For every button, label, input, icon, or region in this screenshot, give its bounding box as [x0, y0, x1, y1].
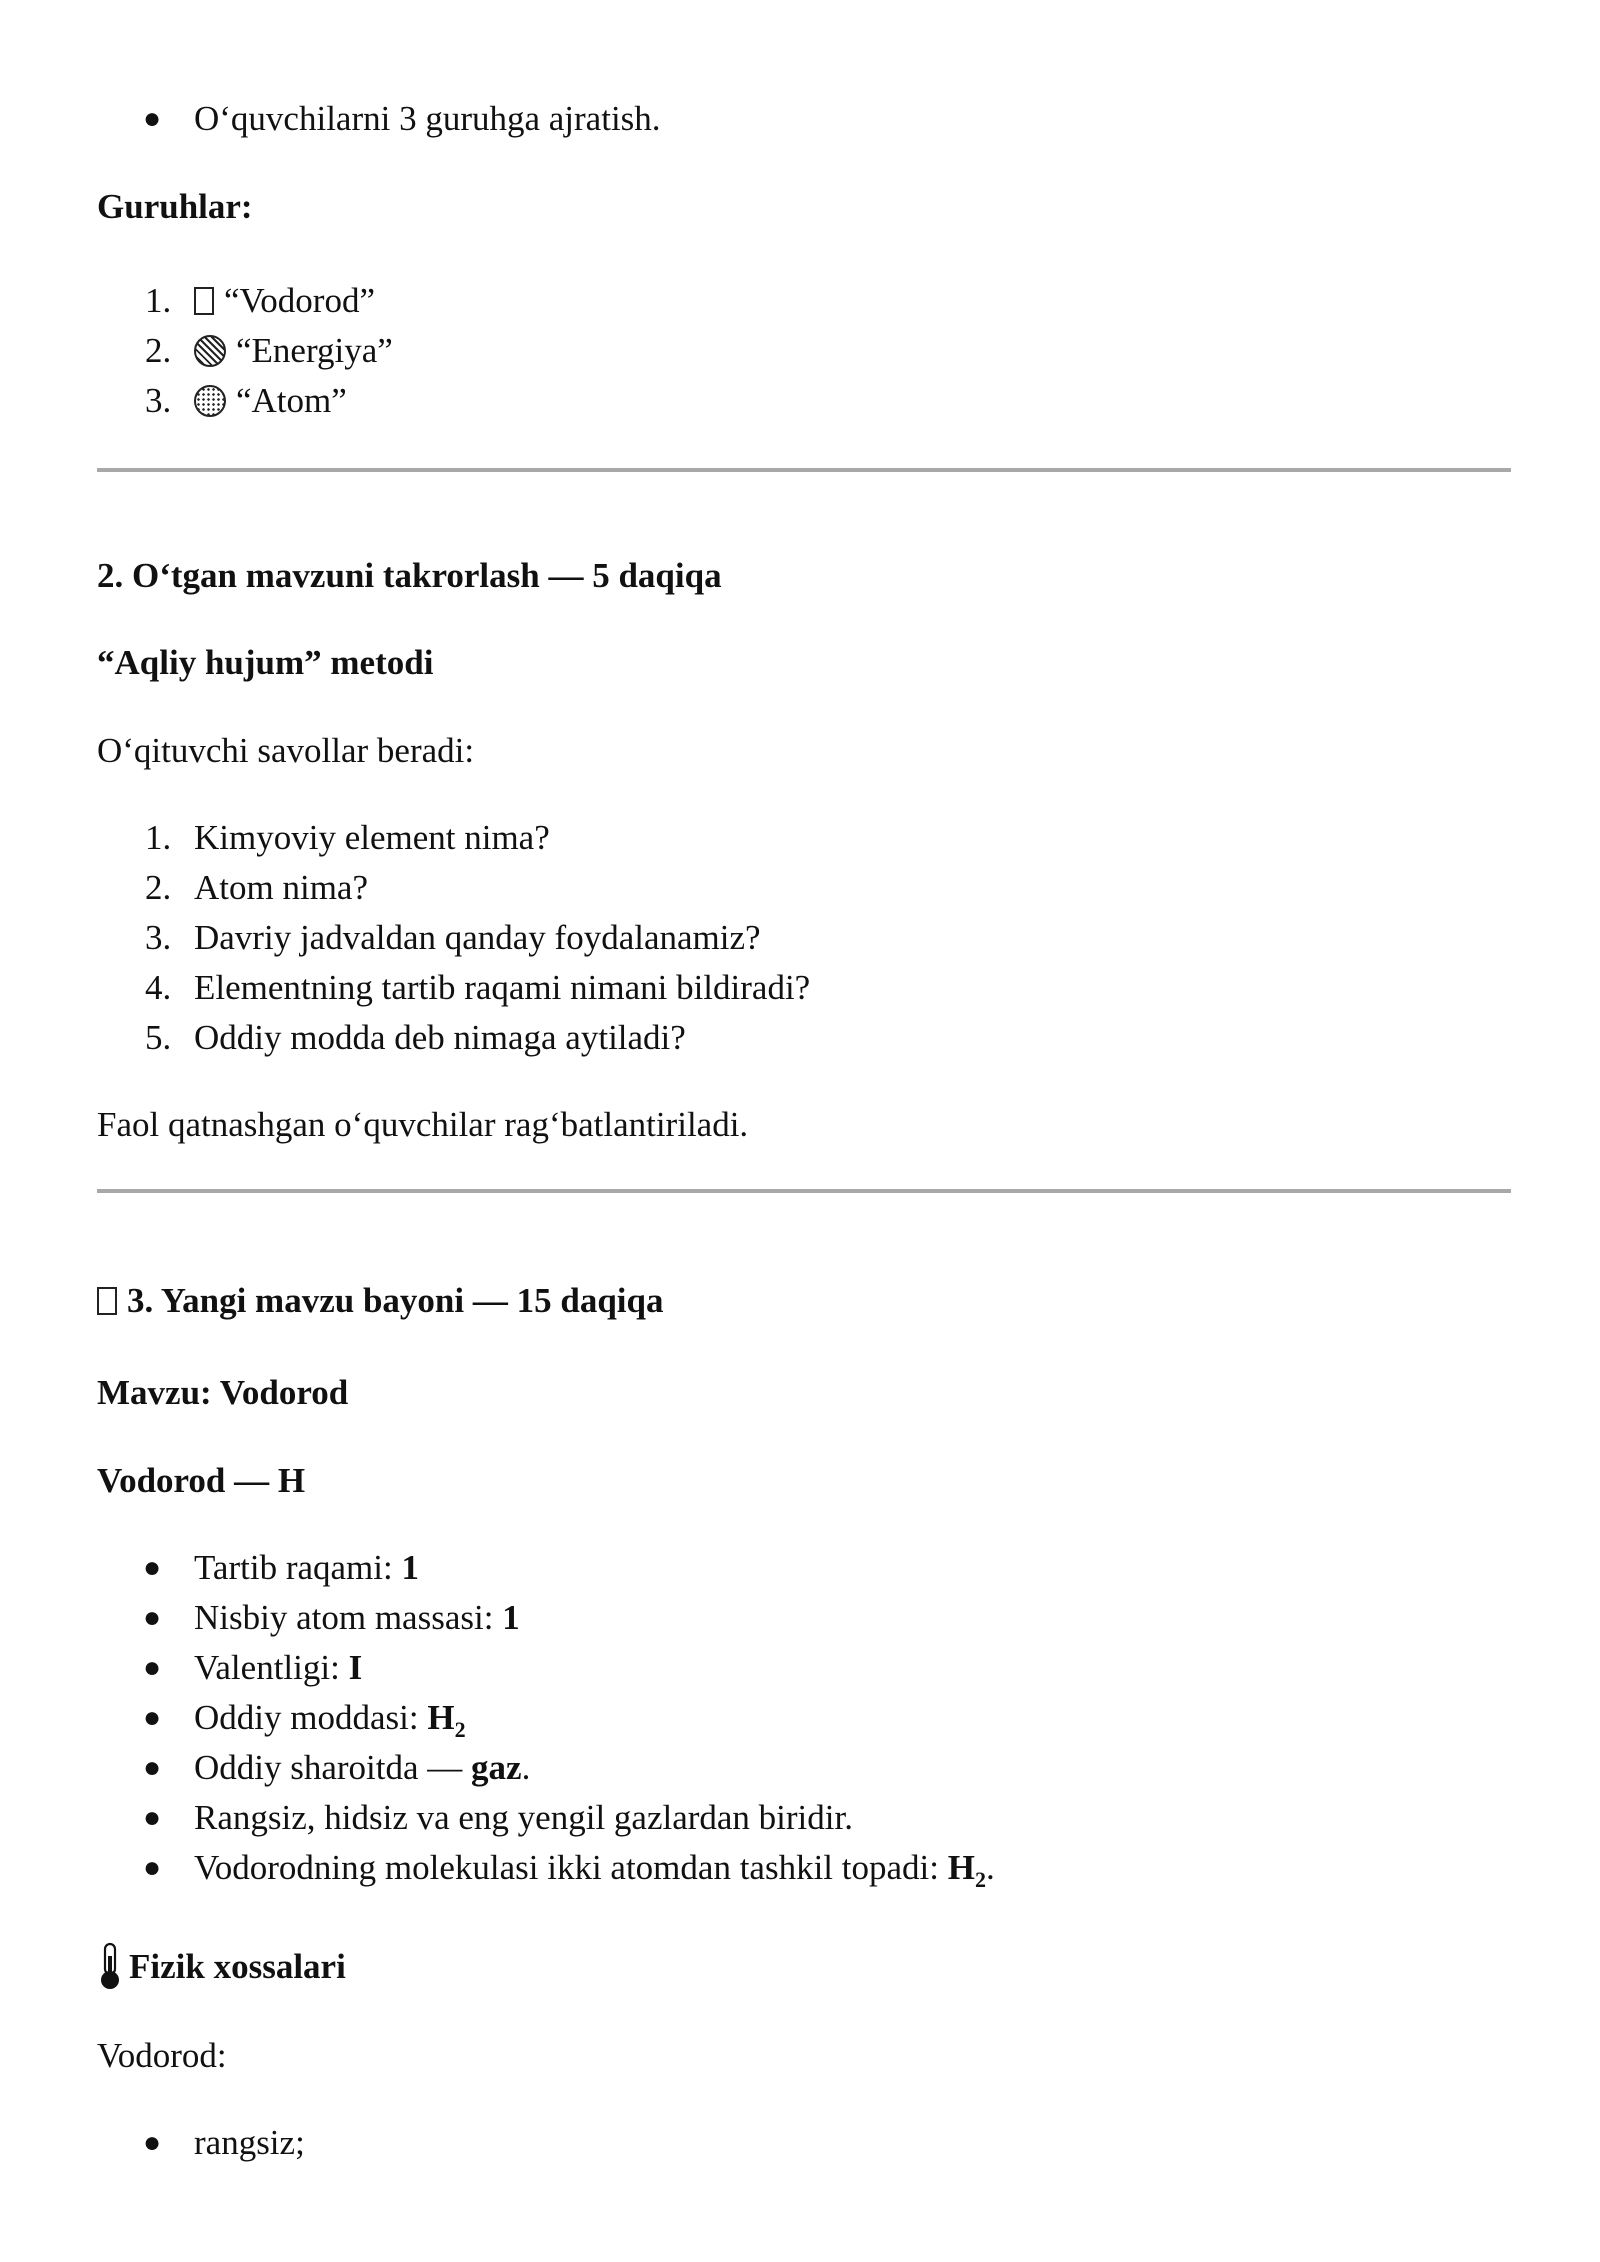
topic-heading: Mavzu: Vodorod	[97, 1373, 349, 1412]
bullet-icon: ●	[143, 1551, 162, 1584]
bullet-icon: ●	[143, 102, 162, 135]
list-item: ● O‘quvchilarni 3 guruhga ajratish.	[97, 94, 661, 144]
hatched-circle-icon	[194, 335, 226, 367]
question-item: 1. Kimyoviy element nima?	[145, 818, 550, 857]
groups-heading: Guruhlar:	[97, 187, 253, 226]
method-heading: “Aqliy hujum” metodi	[97, 643, 434, 682]
list-item: ● Nisbiy atom massasi: 1	[97, 1593, 995, 1643]
box-icon	[194, 287, 214, 315]
bullet-icon: ●	[143, 1801, 162, 1834]
list-item: ● Rangsiz, hidsiz va eng yengil gazlardan biridir.	[97, 1793, 995, 1843]
physical-list	[97, 2118, 305, 2168]
list-item: ● Valentligi: I	[97, 1643, 995, 1693]
box-icon	[97, 1287, 117, 1315]
section3-title: 3. Yangi mavzu bayoni — 15 daqiqa	[97, 1276, 663, 1326]
closing-text: Faol qatnashgan o‘quvchilar rag‘batlantiriladi.	[97, 1105, 749, 1144]
properties-list	[97, 1543, 995, 1893]
bullet-icon: ●	[143, 1601, 162, 1634]
question-item: 5. Oddiy modda deb nimaga aytiladi?	[145, 1018, 686, 1057]
group-item-energiya: 2. “Energiya”	[145, 331, 393, 370]
questions-intro: O‘qituvchi savollar beradi:	[97, 731, 475, 770]
bullet-icon: ●	[143, 1701, 162, 1734]
intro-list	[97, 94, 661, 144]
list-item: ● Vodorodning molekulasi ikki atomdan tashkil topadi: $H_2$.	[97, 1843, 995, 1893]
physical-heading: Fizik xossalari	[97, 1942, 346, 1992]
question-item: 4. Elementning tartib raqami nimani bildiradi?	[145, 968, 811, 1007]
thermometer-icon	[97, 1942, 123, 1990]
divider	[97, 468, 1511, 472]
divider	[97, 1189, 1511, 1193]
group-item-atom: 3. “Atom”	[145, 381, 347, 420]
list-item: ● Tartib raqami: 1	[97, 1543, 995, 1593]
bullet-icon: ●	[143, 1651, 162, 1684]
question-item: 3. Davriy jadvaldan qanday foydalanamiz?	[145, 918, 761, 957]
section2-title: 2. O‘tgan mavzuni takrorlash — 5 daqiqa	[97, 556, 722, 595]
groups-list	[97, 276, 393, 426]
group-item-vodorod: 1. “Vodorod”	[145, 281, 375, 320]
bullet-icon: ●	[143, 1851, 162, 1884]
physical-intro: Vodorod:	[97, 2036, 227, 2075]
list-item: ● rangsiz;	[97, 2118, 305, 2168]
questions-list	[97, 813, 810, 1063]
dotted-circle-icon	[194, 385, 226, 417]
list-item: ● Oddiy sharoitda — gaz.	[97, 1743, 995, 1793]
list-item: ● Oddiy moddasi: $H_2$	[97, 1693, 995, 1743]
question-item: 2. Atom nima?	[145, 868, 368, 907]
bullet-icon: ●	[143, 2126, 162, 2159]
element-heading: Vodorod — H	[97, 1461, 306, 1500]
bullet-icon: ●	[143, 1751, 162, 1784]
